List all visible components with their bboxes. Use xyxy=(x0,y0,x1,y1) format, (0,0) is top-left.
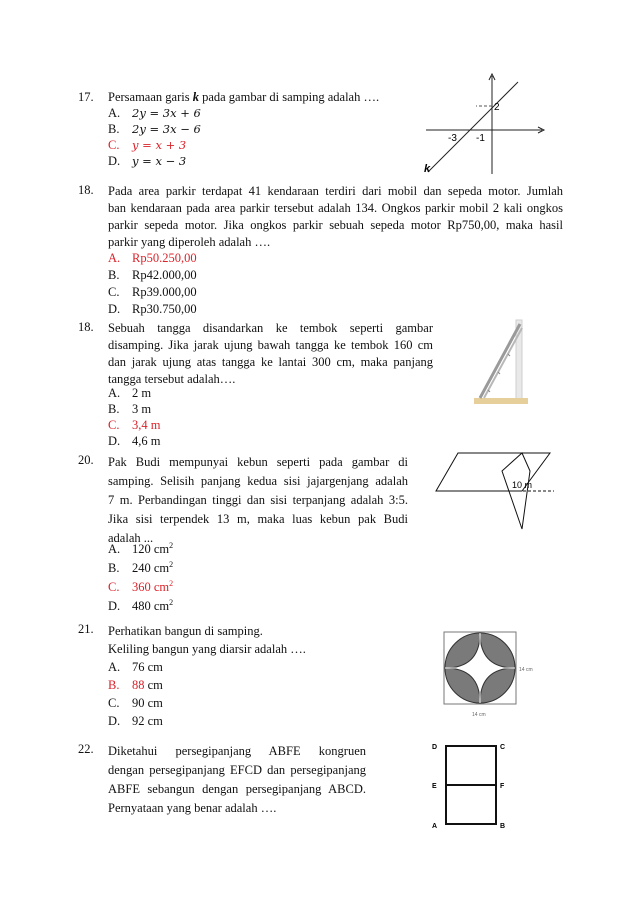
label-side-14cm: 14 cm xyxy=(519,667,533,673)
question-text: Pak Budi mempunyai kebun seperti pada gambar di samping. Selisih panjang kedua sisi jajargenjang adalah 7 m. Perbandingan tinggi dan sisi terpanjang adalah 3:5. Jika sisi terpendek 13 m, maka luas kebun pak Budi adalah ... xyxy=(108,455,408,545)
label-bottom-14cm: 14 cm xyxy=(472,712,486,718)
garden-parallelogram-figure xyxy=(430,445,560,537)
option-b-answer: B. 88 cm xyxy=(108,678,163,692)
question-18-parking xyxy=(78,183,563,316)
rectangles-abcd-figure xyxy=(428,738,518,832)
question-text: Diketahui persegipanjang ABFE kongruen dengan persegipanjang EFCD dan persegipanjang ABFE sebangun dengan persegipanjang ABCD. Pernyataan yang benar adalah …. xyxy=(108,744,366,815)
question-number: 20. xyxy=(78,453,94,467)
option-b: B. 3 m xyxy=(108,402,152,416)
label-b: B xyxy=(500,823,506,830)
option-a: A. 76 cm xyxy=(108,660,163,674)
option-c: C. Rp39.000,00 xyxy=(108,285,197,299)
question-text: Sebuah tangga disandarkan ke tembok seperti gambar disamping. Jika jarak ujung bawah tangga ke tembok 160 cm dan jarak ujung atas tangga ke lantai 300 cm, maka panjang tangga tersebut adalah…. xyxy=(108,321,433,386)
question-text: Perhatikan bangun di samping. Keliling bangun yang diarsir adalah …. xyxy=(108,624,306,656)
question-number: 17. xyxy=(78,90,94,104)
label-k: k xyxy=(424,163,431,175)
question-21 xyxy=(78,622,408,728)
label-2: 2 xyxy=(494,102,500,113)
question-text: Persamaan garis k pada gambar di samping adalah …. xyxy=(108,90,380,104)
label-d: D xyxy=(432,744,438,751)
question-number: 21. xyxy=(78,622,94,636)
label-c: C xyxy=(500,744,506,751)
option-d: D. Rp30.750,00 xyxy=(108,302,197,316)
question-text: Pada area parkir terdapat 41 kendaraan terdiri dari mobil dan sepeda motor. Jumlah ban kendaraan pada area parkir tersebut adalah 134. Ongkos parkir mobil 2 kali ongkos parkir sepeda motor. Jika ongkos parkir sebuah sepeda motor Rp750,00, maka hasil parkir yang diperoleh adalah …. xyxy=(108,184,563,249)
question-18-ladder xyxy=(78,320,438,448)
question-number: 22. xyxy=(78,742,94,756)
question-17 xyxy=(78,90,408,168)
option-d: D. 4,6 m xyxy=(108,434,161,448)
option-c-answer: C. y = x + 3 xyxy=(108,138,187,152)
option-a: A. 2y = 3x + 6 xyxy=(108,106,201,120)
option-a-answer: A. Rp50.250,00 xyxy=(108,251,197,265)
ladder-figure xyxy=(470,318,532,408)
option-a: A. 2 m xyxy=(108,386,152,400)
option-a: A. 120 $cm^2$ xyxy=(108,541,174,557)
label-minus-3: -3 xyxy=(448,133,457,144)
question-20 xyxy=(78,453,408,614)
label-10m: 10 m xyxy=(512,480,533,490)
option-b: B. Rp42.000,00 xyxy=(108,268,197,282)
label-minus-1: -1 xyxy=(476,133,485,144)
option-d: D. 480 $cm^2$ xyxy=(108,598,174,614)
option-b: B. 2y = 3x − 6 xyxy=(108,122,201,136)
option-c-answer: C. 360 $cm^2$ xyxy=(108,579,174,595)
question-number: 18. xyxy=(78,320,94,334)
option-c: C. 90 cm xyxy=(108,696,163,710)
circle-square-figure xyxy=(440,628,550,720)
label-a: A xyxy=(432,823,438,830)
question-22 xyxy=(78,742,378,817)
option-d: D. y = x − 3 xyxy=(108,154,187,168)
question-number: 18. xyxy=(78,183,94,197)
option-d: D. 92 cm xyxy=(108,714,163,728)
label-e: E xyxy=(432,783,437,790)
line-graph-figure xyxy=(418,70,548,178)
label-f: F xyxy=(500,783,505,790)
option-c-answer: C. 3,4 m xyxy=(108,418,161,432)
option-b: B. 240 $cm^2$ xyxy=(108,560,174,576)
